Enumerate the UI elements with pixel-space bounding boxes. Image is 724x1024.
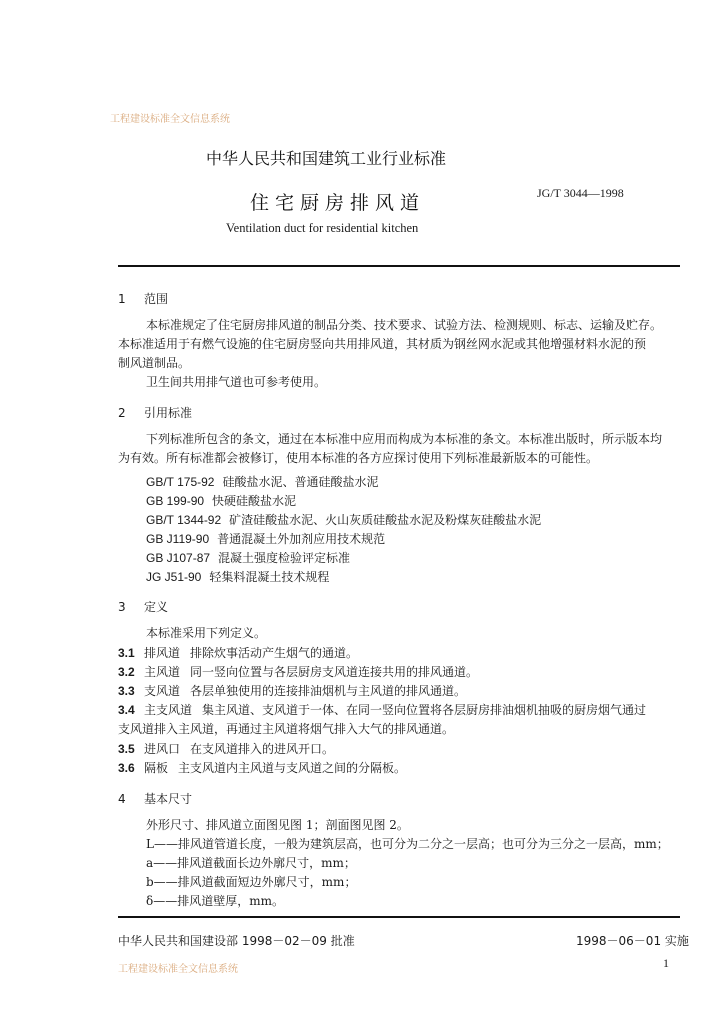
implementation-date: 1998－06－01 实施	[576, 934, 689, 948]
paragraph: 制风道制品。	[118, 356, 191, 370]
watermark-bottom: 工程建设标准全文信息系统	[118, 964, 238, 975]
definition-text: 各层单独使用的连接排油烟机与主风道的排风通道。	[190, 684, 467, 698]
section-3-heading	[118, 598, 168, 615]
reference-name: 快硬硅酸盐水泥	[212, 494, 297, 508]
definition-number: 3.6	[118, 761, 135, 775]
definition-number: 3.5	[118, 742, 135, 756]
reference-name: 普通混凝土外加剂应用技术规范	[217, 532, 386, 546]
reference-code: GB/T 175-92	[146, 475, 215, 489]
section-title: 引用标准	[144, 406, 193, 420]
section-4-heading	[118, 790, 192, 807]
paragraph: a——排风道截面长边外廓尺寸，mm；	[146, 856, 356, 870]
reference-item	[146, 549, 350, 566]
reference-name: 矿渣硅酸盐水泥、火山灰质硅酸盐水泥及粉煤灰硅酸盐水泥	[229, 513, 542, 527]
paragraph: b——排风道截面短边外廓尺寸，mm；	[146, 875, 357, 889]
definition-continuation: 支风道排入主风道，再通过主风道将烟气排入大气的排风通道。	[118, 722, 455, 736]
top-rule	[118, 265, 680, 267]
reference-item	[146, 492, 296, 509]
definition-item	[118, 759, 406, 776]
definition-term: 主风道	[144, 665, 181, 679]
section-number: 4	[118, 792, 126, 806]
approval-line: 中华人民共和国建设部 1998－02－09 批准	[118, 934, 355, 948]
reference-code: GB/T 1344-92	[146, 513, 222, 527]
definition-item	[118, 740, 334, 757]
definition-term: 隔板	[144, 761, 169, 775]
paragraph: 为有效。所有标准都会被修订，使用本标准的各方应探讨使用下列标准最新版本的可能性。	[118, 451, 599, 465]
paragraph: 卫生间共用排气道也可参考使用。	[146, 375, 327, 389]
definition-term: 排风道	[144, 646, 181, 660]
section-1-heading	[118, 290, 168, 307]
section-title: 定义	[144, 600, 169, 614]
definition-term: 主支风道	[144, 703, 193, 717]
definition-number: 3.3	[118, 684, 135, 698]
reference-item	[146, 568, 329, 585]
standard-code: JG/T 3044—1998	[537, 186, 624, 200]
section-number: 2	[118, 406, 126, 420]
paragraph: 本标准采用下列定义。	[146, 626, 267, 640]
reference-code: GB 199-90	[146, 494, 205, 508]
definition-text: 集主风道、支风道于一体、在同一竖向位置将各层厨房排油烟机抽吸的厨房烟气通过	[202, 703, 647, 717]
section-title: 范围	[144, 292, 169, 306]
paragraph: 外形尺寸、排风道立面图见图 1；剖面图见图 2。	[146, 818, 409, 832]
definition-item	[118, 644, 358, 661]
standard-header: 中华人民共和国建筑工业行业标准	[206, 149, 447, 168]
section-title: 基本尺寸	[144, 792, 193, 806]
definition-term: 进风口	[144, 742, 181, 756]
reference-item	[146, 511, 541, 528]
reference-name: 轻集料混凝土技术规程	[209, 570, 330, 584]
page-title: 住宅厨房排风道	[250, 192, 426, 214]
reference-item	[146, 473, 379, 490]
definition-text: 同一竖向位置与各层厨房支风道连接共用的排风通道。	[190, 665, 479, 679]
bottom-rule	[118, 916, 680, 918]
definition-item	[118, 663, 478, 680]
paragraph: L——排风道管道长度，一般为建筑层高，也可分为二分之一层高；也可分为三分之一层高，mm；	[146, 837, 669, 851]
reference-name: 混凝土强度检验评定标准	[218, 551, 351, 565]
reference-name: 硅酸盐水泥、普通硅酸盐水泥	[222, 475, 379, 489]
definition-text: 排除炊事活动产生烟气的通道。	[190, 646, 359, 660]
section-number: 1	[118, 292, 126, 306]
definition-item	[118, 701, 646, 718]
page-number: 1	[663, 956, 669, 970]
paragraph: 本标准适用于有燃气设施的住宅厨房竖向共用排风道，其材质为钢丝网水泥或其他增强材料水泥的预	[118, 337, 647, 351]
definition-number: 3.2	[118, 665, 135, 679]
paragraph: 本标准规定了住宅厨房排风道的制品分类、技术要求、试验方法、检测规则、标志、运输及贮存。	[146, 318, 663, 332]
reference-item	[146, 530, 385, 547]
reference-code: GB J107-87	[146, 551, 211, 565]
definition-number: 3.4	[118, 703, 135, 717]
definition-text: 主支风道内主风道与支风道之间的分隔板。	[178, 761, 407, 775]
english-subtitle: Ventilation duct for residential kitchen	[226, 221, 419, 235]
definition-number: 3.1	[118, 646, 135, 660]
section-number: 3	[118, 600, 126, 614]
section-2-heading	[118, 404, 192, 421]
definition-term: 支风道	[144, 684, 181, 698]
paragraph: 下列标准所包含的条文，通过在本标准中应用而构成为本标准的条文。本标准出版时，所示版本均	[146, 432, 663, 446]
reference-code: GB J119-90	[146, 532, 210, 546]
definition-text: 在支风道排入的进风开口。	[190, 742, 335, 756]
paragraph: δ——排风道壁厚，mm。	[146, 894, 284, 908]
watermark-top: 工程建设标准全文信息系统	[110, 114, 230, 125]
reference-code: JG J51-90	[146, 570, 202, 584]
definition-item	[118, 682, 466, 699]
